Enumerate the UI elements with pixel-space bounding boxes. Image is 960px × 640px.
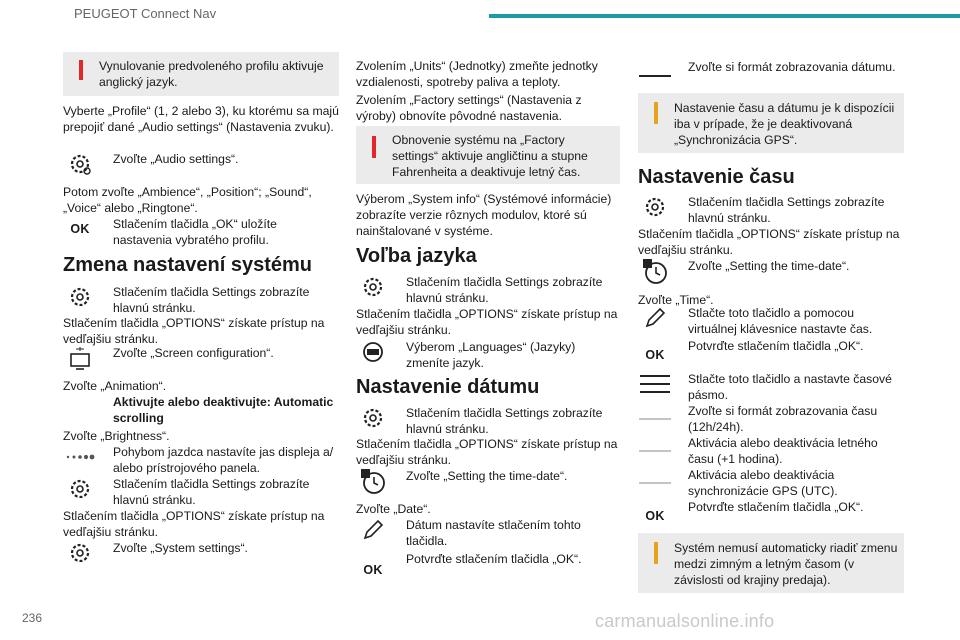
gear-icon xyxy=(356,274,390,300)
step-text: Stlačením tlačidla Settings zobrazíte hlavnú stránku. xyxy=(113,285,310,315)
step-text: Stlačením tlačidla Settings zobrazíte hlavnú stránku. xyxy=(688,195,885,225)
clock-icon xyxy=(638,258,672,284)
gear-icon xyxy=(63,476,97,502)
paragraph: Výberom „System info“ (Systémové informácie) zobrazíte verzie rôznych modulov, ktoré sú nainštalované v systéme. xyxy=(356,192,612,238)
header-title: PEUGEOT Connect Nav xyxy=(74,6,217,21)
section-heading: Nastavenie dátumu xyxy=(356,376,540,398)
gear-icon xyxy=(638,194,672,220)
step-text: Stlačte toto tlačidlo a nastavte časové pásmo. xyxy=(688,372,892,402)
brightness-slider-icon xyxy=(63,444,97,470)
step-text: Aktivácia alebo deaktivácia letného času (+1 hodina). xyxy=(688,436,878,466)
pencil-icon xyxy=(638,305,672,331)
step-text: Výberom „Languages“ (Jazyky) zmeníte jazyk. xyxy=(406,340,576,370)
step-text: Stlačte toto tlačidlo a pomocou virtuálnej klávesnice nastavte čas. xyxy=(688,306,873,336)
info-note xyxy=(638,533,904,593)
step-text: Pohybom jazdca nastavíte jas displeja a/ alebo prístrojového panela. xyxy=(113,445,334,475)
paragraph: Stlačením tlačidla „OPTIONS“ získate prístup na vedľajšiu stránku. xyxy=(63,509,325,539)
step-text: Zvoľte „Setting the time-date“. xyxy=(406,469,568,483)
info-note xyxy=(638,93,904,153)
info-icon xyxy=(654,542,658,564)
warning-icon xyxy=(372,136,376,158)
paragraph: Stlačením tlačidla „OPTIONS“ získate prístup na vedľajšiu stránku. xyxy=(638,227,900,257)
date-format-icon xyxy=(638,59,672,85)
paragraph: Vyberte „Profile“ (1, 2 alebo 3), ku ktorému sa majú prepojiť dané „Audio settings“ (Nastavenia zvuku). xyxy=(63,104,339,134)
section-heading: Voľba jazyka xyxy=(356,245,477,267)
paragraph: Zvoľte „Animation“. xyxy=(63,379,167,393)
paragraph: Zvolením „Factory settings“ (Nastavenia z výroby) obnovíte pôvodné nastavenia. xyxy=(356,93,582,123)
summer-time-icon xyxy=(638,435,672,461)
gps-sync-icon xyxy=(638,467,672,493)
step-text: Stlačením tlačidla Settings zobrazíte hlavnú stránku. xyxy=(406,275,603,305)
warning-note xyxy=(356,126,620,184)
screen-icon xyxy=(63,345,97,371)
gear-icon xyxy=(63,540,97,566)
paragraph: Zvolením „Units“ (Jednotky) zmeňte jednotky vzdialenosti, spotreby paliva a teploty. xyxy=(356,59,598,89)
step-text: Potvrďte stlačením tlačidla „OK“. xyxy=(688,500,864,514)
time-format-icon xyxy=(638,403,672,429)
pencil-icon xyxy=(356,517,390,543)
note-text: Systém nemusí automaticky riadiť zmenu medzi zimným a letným časom (v závislosti od krajiny predaja). xyxy=(674,541,898,587)
step-text: Zvoľte si formát zobrazovania dátumu. xyxy=(688,60,896,74)
section-heading: Zmena nastavení systému xyxy=(63,254,312,276)
step-text: Zvoľte „Audio settings“. xyxy=(113,152,239,166)
warning-note xyxy=(63,52,339,96)
step-text: Aktivujte alebo deaktivujte: Automatic scrolling xyxy=(113,395,334,425)
step-text: Zvoľte „Setting the time-date“. xyxy=(688,259,850,273)
gear-icon xyxy=(63,151,97,177)
step-text: Zvoľte „System settings“. xyxy=(113,541,248,555)
paragraph: Zvoľte „Time“. xyxy=(638,293,714,307)
clock-icon xyxy=(356,468,390,494)
step-text: Zvoľte si formát zobrazovania času (12h/24h). xyxy=(688,404,878,434)
paragraph: Stlačením tlačidla „OPTIONS“ získate prístup na vedľajšiu stránku. xyxy=(63,316,325,346)
gear-icon xyxy=(356,405,390,431)
step-text: Aktivácia alebo deaktivácia synchronizácie GPS (UTC). xyxy=(688,468,838,498)
step-text: Zvoľte „Screen configuration“. xyxy=(113,346,274,360)
step-text: Potvrďte stlačením tlačidla „OK“. xyxy=(688,339,864,353)
paragraph: Potom zvoľte „Ambience“, „Position“; „Sound“, „Voice“ alebo „Ringtone“. xyxy=(63,185,312,215)
menu-icon xyxy=(638,371,672,397)
watermark: carmanualsonline.info xyxy=(595,611,775,631)
section-heading: Nastavenie času xyxy=(638,166,795,188)
info-icon xyxy=(654,102,658,124)
step-text: Stlačením tlačidla Settings zobrazíte hlavnú stránku. xyxy=(406,406,603,436)
step-text: Dátum nastavíte stlačením tohto tlačidla. xyxy=(406,518,581,548)
header-accent-bar xyxy=(489,14,960,18)
note-text: Vynulovanie predvoleného profilu aktivuje anglický jazyk. xyxy=(99,59,324,89)
note-text: Obnovenie systému na „Factory settings“ aktivuje angličtinu a stupne Fahrenheita a deaktivuje letný čas. xyxy=(392,133,588,179)
toggle-icon xyxy=(63,394,97,420)
paragraph: Stlačením tlačidla „OPTIONS“ získate prístup na vedľajšiu stránku. xyxy=(356,307,618,337)
ok-icon: OK xyxy=(363,563,383,577)
note-text: Nastavenie času a dátumu je k dispozícii iba v prípade, že je deaktivovaná „Synchronizácia GPS“. xyxy=(674,101,895,147)
paragraph: Zvoľte „Brightness“. xyxy=(63,429,170,443)
step-text: Stlačením tlačidla „OK“ uložíte nastavenia vybratého profilu. xyxy=(113,217,277,247)
step-text: Potvrďte stlačením tlačidla „OK“. xyxy=(406,552,582,566)
paragraph: Zvoľte „Date“. xyxy=(356,502,431,516)
ok-icon: OK xyxy=(645,509,665,523)
paragraph: Stlačením tlačidla „OPTIONS“ získate prístup na vedľajšiu stránku. xyxy=(356,437,618,467)
page-number: 236 xyxy=(22,611,43,625)
ok-icon: OK xyxy=(70,222,90,236)
step-text: Stlačením tlačidla Settings zobrazíte hlavnú stránku. xyxy=(113,477,310,507)
gear-icon xyxy=(63,284,97,310)
ok-icon: OK xyxy=(645,348,665,362)
warning-icon xyxy=(79,60,83,80)
languages-icon xyxy=(356,339,390,365)
